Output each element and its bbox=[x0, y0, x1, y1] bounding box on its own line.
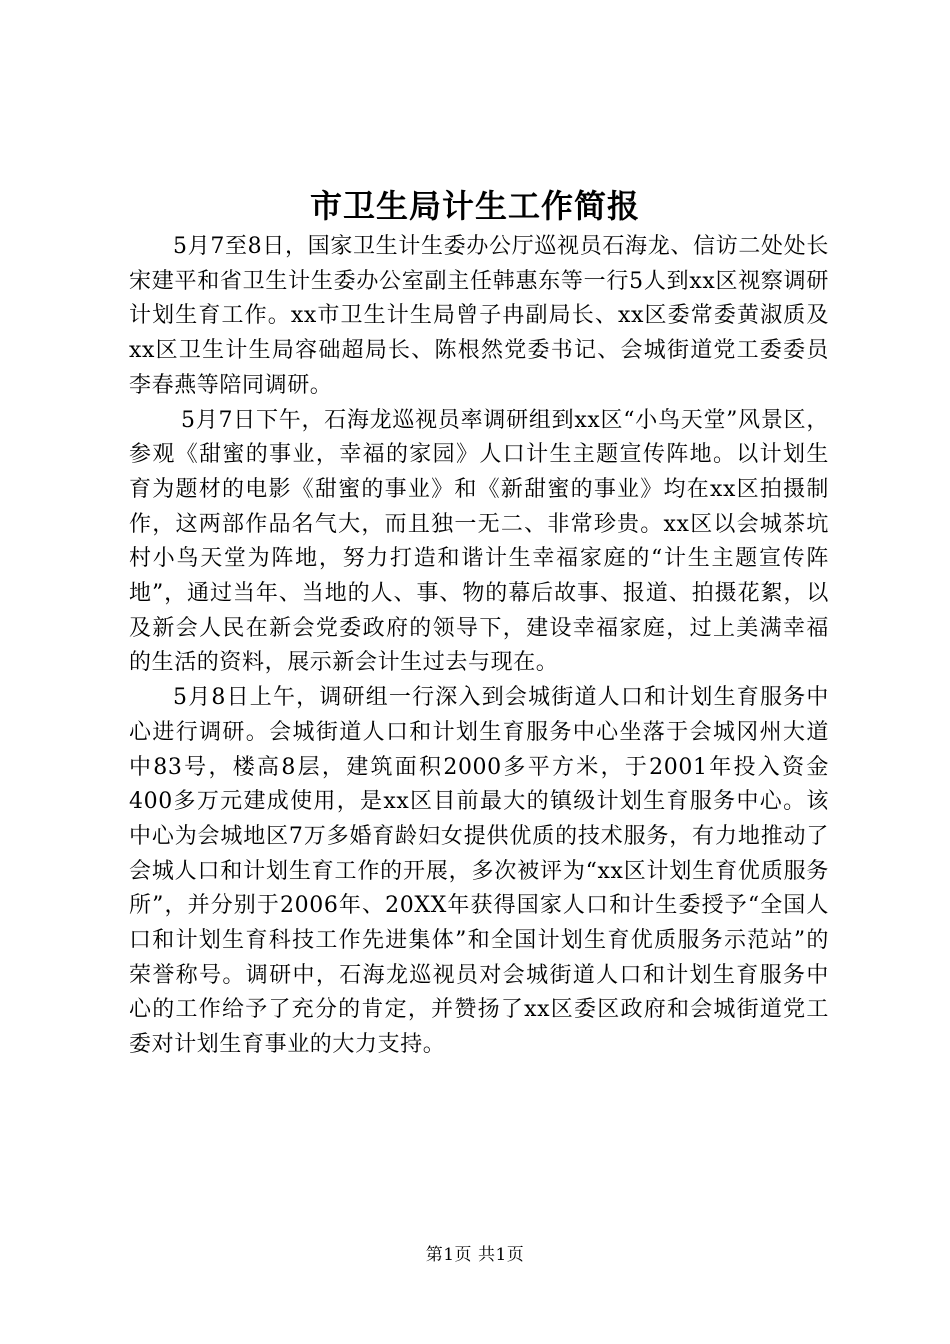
body-paragraph: 5月7日下午，石海龙巡视员率调研组到xx区“小鸟天堂”风景区，参观《甜蜜的事业，幸福的家园》人口计生主题宣传阵地。以计划生育为题材的电影《甜蜜的事业》和《新甜蜜的事业》均在xx区拍摄制作，这两部作品名气大，而且独一无二、非常珍贵。xx区以会城茶坑村小鸟天堂为阵地，努力打造和谐计生幸福家庭的“计生主题宣传阵地”，通过当年、当地的人、事、物的幕后故事、报道、拍摄花絮，以及新会人民在新会党委政府的领导下，建设幸福家庭，过上美满幸福的生活的资料，展示新会计生过去与现在。 bbox=[129, 407, 829, 676]
page-footer: 第1页 共1页 bbox=[425, 1245, 525, 1265]
body-paragraph: 5月7至8日，国家卫生计生委办公厅巡视员石海龙、信访二处处长宋建平和省卫生计生委办公室副主任韩惠东等一行5人到xx区视察调研计划生育工作。xx市卫生计生局曾子冉副局长、xx区委常委黄淑质及xx区卫生计生局容础超局长、陈根然党委书记、会城街道党工委委员李春燕等陪同调研。 bbox=[129, 234, 829, 398]
body-paragraph: 5月8日上午，调研组一行深入到会城街道人口和计划生育服务中心进行调研。会城街道人口和计划生育服务中心坐落于会城冈州大道中83号，楼高8层，建筑面积2000多平方米，于2001年投入资金400多万元建成使用，是xx区目前最大的镇级计划生育服务中心。该中心为会城地区7万多婚育龄妇女提供优质的技术服务，有力地推动了会城人口和计划生育工作的开展，多次被评为“xx区计划生育优质服务所”，并分别于2006年、20XX年获得国家人口和计生委授予“全国人口和计划生育科技工作先进集体”和全国计划生育优质服务示范站”的荣誉称号。调研中，石海龙巡视员对会城街道人口和计划生育服务中心的工作给予了充分的肯定，并赞扬了xx区委区政府和会城街道党工委对计划生育事业的大力支持。 bbox=[129, 685, 829, 1058]
document-body bbox=[129, 230, 829, 1063]
document-title: 市卫生局计生工作简报 bbox=[309, 187, 640, 225]
